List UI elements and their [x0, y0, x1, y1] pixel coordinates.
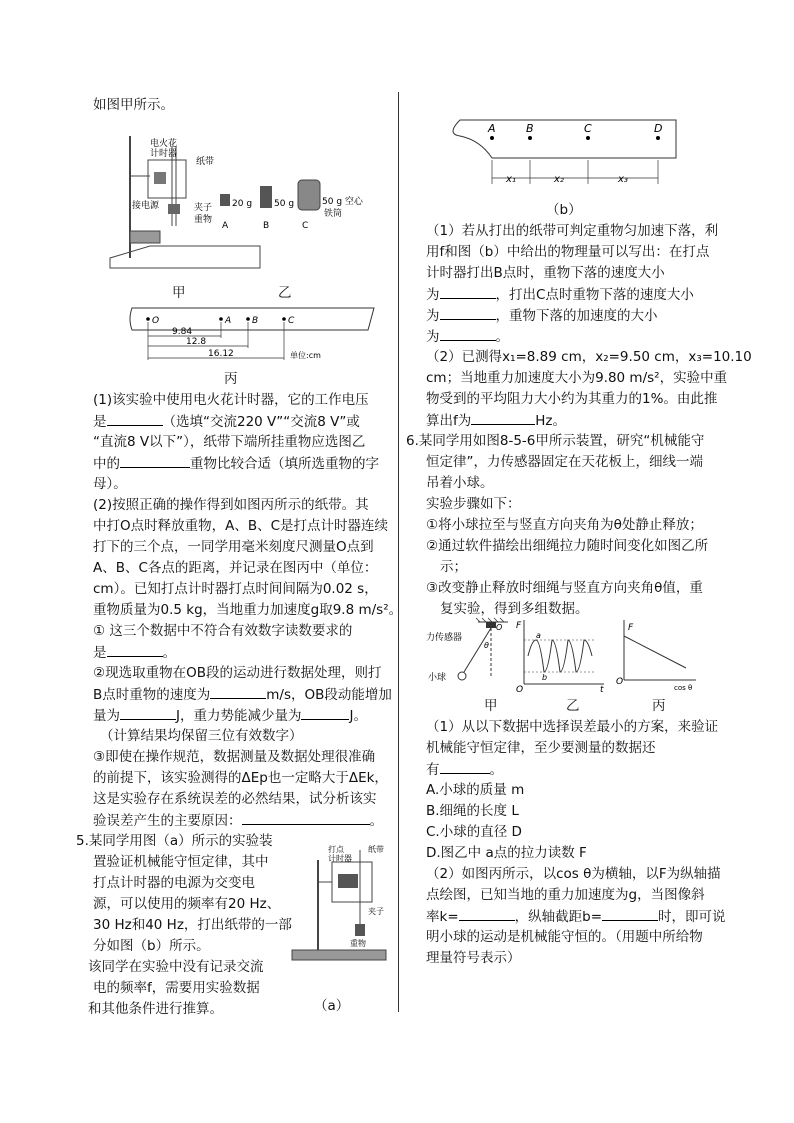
fig6-O3: O: [616, 677, 624, 687]
q5-line9: 和其他条件进行推算。: [88, 1001, 223, 1017]
q6-line9: 复实验，得到多组数据。: [440, 601, 589, 617]
column-divider: [398, 92, 399, 1012]
fig6-F2: F: [628, 623, 634, 633]
tape-point-c: C: [288, 316, 295, 326]
r2-line2: cm；当地重力加速度大小为9.80 m/s²，实验中重: [426, 370, 728, 386]
tape-point-a: A: [225, 316, 232, 326]
fig-b-x1: x₁: [506, 174, 516, 185]
r2-line1: （2）已测得x₁=8.89 cm，x₂=9.50 cm，x₃=10.10: [426, 349, 752, 365]
s2-line5: 理量符号表示）: [426, 950, 521, 966]
option-b: B.细绳的长度 L: [426, 803, 519, 819]
q2-line15: 这是实验存在系统误差的必然结果，试分析该实: [93, 791, 377, 807]
power-label: 接电源: [132, 201, 160, 211]
tape-label: 纸带: [196, 157, 215, 167]
q2-line9: ②现选取重物在OB段的运动进行数据处理，则打: [93, 665, 382, 681]
tape-point-b: B: [252, 316, 259, 326]
q5-line5: 30 Hz和40 Hz，打出纸带的一部: [93, 917, 292, 933]
q2-line12: （计算结果均保留三位有效数字）: [100, 728, 303, 744]
s2-line2: 点绘图，已知当地的重力加速度为g，当图像斜: [426, 887, 705, 903]
q6-line4: 实验步骤如下：: [426, 496, 521, 512]
unit-label: 单位:cm: [290, 351, 321, 360]
fig-b-x2: x₂: [554, 174, 564, 185]
fig6-cap2: 乙: [566, 698, 580, 714]
timer-label2: 计时器: [150, 149, 178, 159]
fig-b-x3: x₃: [618, 174, 628, 185]
r1-line5: 为 ，重物下落的加速度的大小: [426, 305, 658, 327]
weight-label: 重物: [194, 215, 213, 225]
dist-ob: 12.8: [186, 337, 207, 347]
apparatus-figure: [110, 136, 370, 276]
q2-line10: B点时重物的速度为 m/s，OB段动能增加: [93, 684, 392, 706]
q1-line4: 中的 重物比较合适（填所选重物的字: [93, 453, 379, 475]
fig6-o: O: [496, 623, 503, 632]
weight-c-mass2: 铁筒: [324, 209, 343, 219]
q2-line1: (2)按照正确的操作得到如图丙所示的纸带。其: [93, 497, 369, 513]
sensor-label: 力传感器: [426, 633, 463, 643]
r1-line2: 用f和图（b）中给出的物理量可以写出：在打点: [426, 244, 710, 260]
fig6-F: F: [516, 621, 522, 631]
intro-text: 如图甲所示。: [93, 97, 174, 113]
fig6-b: b: [542, 673, 548, 682]
r2-line4: 算出f为 Hz。: [426, 410, 566, 432]
q6-line8: ③改变静止释放时细绳与竖直方向夹角θ值，重: [426, 580, 703, 596]
option-a: A.小球的质量 m: [426, 782, 525, 798]
ball-label: 小球: [428, 673, 447, 683]
caption-bing: 丙: [224, 371, 238, 387]
clip-label: 夹子: [194, 203, 213, 213]
q6-line7: 示；: [440, 559, 467, 575]
weight-a-cap: A: [222, 221, 229, 231]
s1-line3: 有 。: [426, 759, 503, 781]
q2-line11: 量为 J，重力势能减少量为 J。: [93, 705, 367, 727]
q2-line2: 中打O点时释放重物，A、B、C是打点计时器连续: [93, 518, 389, 534]
fig6-cap1: 甲: [484, 698, 498, 714]
fig-b-point-d: D: [654, 122, 663, 135]
figure-6: [424, 618, 714, 698]
q6-line6: ②通过软件描绘出细绳拉力随时间变化如图乙所: [426, 538, 709, 554]
fig-a-tape: 纸带: [368, 845, 384, 854]
weight-b-mass: 50 g: [274, 199, 295, 209]
q5-line1: 5.某同学用图（a）所示的实验装: [76, 833, 273, 849]
q5-line4: 源，可以使用的频率有20 Hz、: [93, 896, 281, 912]
fig6-cos: cos θ: [674, 684, 693, 692]
q6-line1: 6.某同学用如图8-5-6甲所示装置，研究“机械能守: [406, 433, 705, 449]
fig-a-timer2: 计时器: [328, 854, 352, 863]
dist-oc: 16.12: [208, 349, 234, 359]
dist-oa: 9.84: [172, 327, 193, 337]
weight-a-mass: 20 g: [232, 199, 253, 209]
q5-line8: 电的频率f，需要用实验数据: [93, 980, 260, 996]
r1-line4: 为 ，打出C点时重物下落的速度大小: [426, 284, 694, 306]
q1-line1: (1)该实验中使用电火花计时器，它的工作电压: [93, 392, 369, 408]
q2-line7: ① 这三个数据中不符合有效数字读数要求的: [93, 623, 353, 639]
q6-line5: ①将小球拉至与竖直方向夹角为θ处静止释放；: [426, 517, 703, 533]
q2-line13: ③即使在操作规范，数据测量及数据处理很准确: [93, 749, 376, 765]
fig-b-caption: （b）: [546, 202, 582, 218]
option-c: C.小球的直径 D: [426, 824, 522, 840]
q6-line2: 恒定律”，力传感器固定在天花板上，细线一端: [426, 454, 703, 470]
weight-c-cap: C: [302, 221, 309, 231]
weight-b-cap: B: [263, 221, 270, 231]
figure-b-tape: [440, 118, 680, 198]
q5-line3: 打点计时器的电源为交变电: [93, 875, 255, 891]
s2-line4: 明小球的运动是机械能守恒的。（用题中所给物: [426, 929, 703, 945]
q2-line8: 是 。: [93, 642, 176, 664]
s2-line1: （2）如图丙所示，以cos θ为横轴，以F为纵轴描: [426, 866, 721, 882]
fig6-O2: O: [516, 685, 524, 695]
q1-line5: 母）。: [93, 476, 127, 492]
fig6-a: a: [536, 631, 541, 640]
r1-line6: 为 。: [426, 326, 509, 348]
fig6-theta: θ: [484, 641, 489, 650]
q5-line6: 分如图（b）所示。: [93, 938, 210, 954]
q2-line14: 的前提下，该实验测得的ΔEp也一定略大于ΔEk，: [93, 770, 388, 786]
q1-line3: “直流8 V以下”），纸带下端所挂重物应选图乙: [93, 434, 366, 450]
q2-line16: 验误差产生的主要原因： 。: [93, 810, 383, 832]
fig-a-weight: 重物: [350, 939, 366, 948]
fig-b-point-a: A: [488, 122, 496, 135]
fig-a-caption: （a）: [314, 998, 350, 1014]
timer-label: 电火花: [150, 139, 178, 149]
q2-line6: 重物质量为0.5 kg，当地重力加速度g取9.8 m/s²。: [93, 602, 403, 618]
caption-yi: 乙: [278, 285, 292, 301]
fig-a-clip: 夹子: [368, 907, 384, 916]
fig-a-timer: 打点: [328, 845, 344, 854]
q5-line7: 该同学在实验中没有记录交流: [88, 959, 264, 975]
s2-line3: 率k= ，纵轴截距b= 时，即可说: [426, 906, 726, 928]
q2-line3: 打下的三个点，一同学用毫米刻度尺测量O点到: [93, 539, 374, 555]
fig6-t: t: [600, 685, 604, 695]
fig-b-point-c: C: [584, 122, 592, 135]
fig6-cap3: 丙: [652, 698, 666, 714]
option-d: D.图乙中 a点的拉力读数 F: [426, 845, 587, 861]
s1-line1: （1）从以下数据中选择误差最小的方案，来验证: [426, 719, 719, 735]
r1-line1: （1）若从打出的纸带可判定重物匀加速下落，利: [426, 223, 719, 239]
fig-b-point-b: B: [526, 122, 534, 135]
q2-line4: A、B、C各点的距离，并记录在图丙中（单位：: [93, 560, 378, 576]
q5-line2: 置验证机械能守恒定律，其中: [93, 854, 269, 870]
q1-line2: 是 （选填“交流220 V”“交流8 V”或: [93, 411, 360, 433]
tape-point-o: O: [152, 316, 160, 326]
figure-a: [288, 840, 388, 980]
tape-figure: [128, 302, 378, 372]
q6-line3: 吊着小球。: [426, 475, 494, 491]
r2-line3: 物受到的平均阻力大小约为其重力的1%。由此推: [426, 391, 718, 407]
caption-jia: 甲: [172, 285, 186, 301]
s1-line2: 机械能守恒定律，至少要测量的数据还: [426, 740, 656, 756]
q2-line5: cm）。已知打点计时器打点时间间隔为0.02 s，: [93, 581, 378, 597]
r1-line3: 计时器打出B点时，重物下落的速度大小: [426, 265, 665, 281]
weight-c-mass: 50 g 空心: [322, 197, 363, 207]
